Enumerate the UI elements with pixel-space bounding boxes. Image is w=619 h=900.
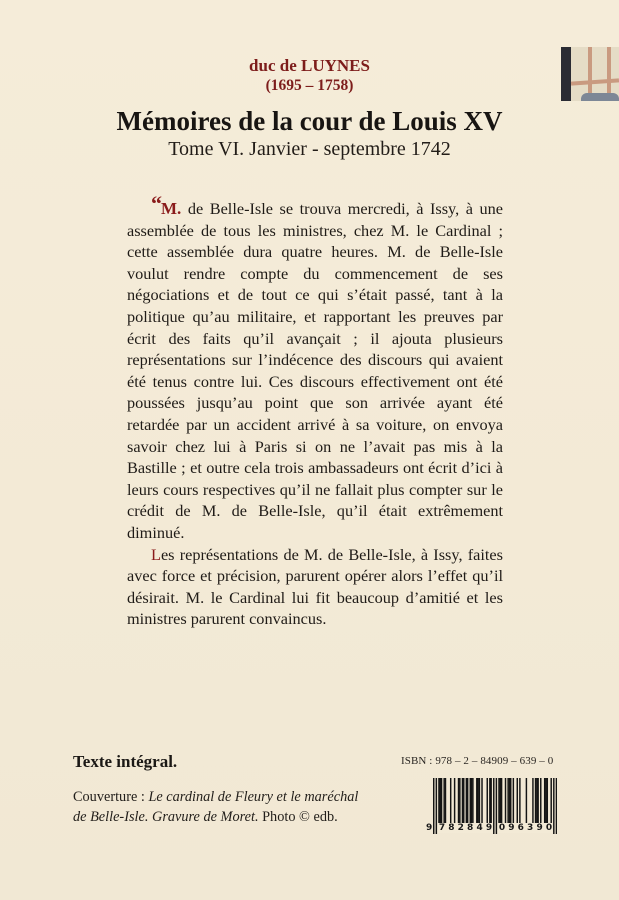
excerpt-paragraph-text: de Belle-Isle se trouva mercredi, à Issy, à une assemblée de tous les ministres, chez M. le Cardinal ; cette assemblée dura quatre heures. M. de Belle-Isle voulut rendre compte du commencement de ses négociations et de tout ce qui s’était passé, tant à la politique qu’au militaire, et rapportant les preuves par écrit des faits qu’il avançait ; il ajouta plusieurs représentations sur l’indécence des discours qui avaient été tenus contre lui. Ces discours effectivement ont été poussées jusqu’au point que son arrivée ayant été retardée par un accident arrivé à sa voiture, on envoya savoir chez lui à Paris si on ne l’avait pas mis à la Bastille ; et outre cela trois ambassadeurs ont écrit d’ici à leurs cours respectives qu’il ne fallait plus compter sur le crédit de M. de Belle-Isle, qu’il était extrêmement diminué. <box>127 199 503 542</box>
barcode-bar <box>532 778 533 824</box>
cover-credit <box>73 787 373 827</box>
barcode-bar <box>535 778 536 824</box>
barcode-bar <box>550 778 551 824</box>
barcode-bar <box>436 778 437 834</box>
book-title: Mémoires de la cour de Louis XV <box>116 106 503 136</box>
barcode-bar <box>472 778 473 824</box>
barcode-bar <box>490 778 491 824</box>
barcode-bar <box>481 778 482 824</box>
isbn-number: ISBN : 978 – 2 – 84909 – 639 – 0 <box>401 755 554 767</box>
barcode-bar <box>462 778 463 824</box>
barcode-bar <box>517 778 518 824</box>
barcode-bar <box>463 778 464 824</box>
barcode-bar <box>440 778 441 824</box>
open-quote-icon: “ <box>151 191 161 216</box>
barcode-bar <box>507 778 508 824</box>
barcode-bar <box>438 778 439 824</box>
barcode-bar <box>454 778 455 824</box>
barcode-bar <box>443 778 444 824</box>
barcode-bar <box>509 778 510 824</box>
barcode-bar <box>519 778 520 824</box>
excerpt-first-word: M. <box>161 199 182 218</box>
barcode-bar <box>556 778 557 834</box>
barcode-bar <box>479 778 480 824</box>
excerpt-paragraph <box>127 544 503 630</box>
barcode-bar <box>489 778 490 824</box>
barcode-bar <box>540 778 541 824</box>
barcode-bar <box>500 778 501 824</box>
barcode-bar <box>433 778 434 834</box>
barcode-bar <box>471 778 472 824</box>
full-text-label: Texte intégral. <box>73 752 178 771</box>
barcode-bar <box>498 778 499 824</box>
barcode-bar <box>445 778 446 824</box>
barcode-bar <box>501 778 502 824</box>
credit-photo: Photo © edb. <box>258 809 338 825</box>
excerpt-paragraph-text: es représentations de M. de Belle-Isle, à Issy, faites avec force et précision, parurent opérer alors l’effet qu’il désirait. M. le Cardinal lui fit beaucoup d’amitié et les ministres parurent convaincus. <box>127 544 503 629</box>
credit-artwork-title: Le cardinal de Fleury et le maréchal de Belle-Isle. Gravure de Moret. <box>73 789 359 825</box>
barcode-bar <box>513 778 514 824</box>
barcode-bar <box>458 778 459 824</box>
barcode-bar <box>536 778 537 824</box>
barcode-lead-digit: 9 <box>426 823 433 833</box>
barcode-bar <box>467 778 468 824</box>
book-subtitle: Tome VI. Janvier - septembre 1742 <box>168 138 451 160</box>
barcode-bar <box>545 778 546 824</box>
excerpt-paragraph <box>127 191 503 544</box>
barcode-bar <box>510 778 511 824</box>
author-name: duc de LUYNES <box>249 56 370 75</box>
barcode-bar <box>476 778 477 824</box>
credit-prefix: Couverture : <box>73 789 149 805</box>
barcode-bar <box>537 778 538 824</box>
barcode-bar <box>493 778 494 834</box>
barcode-bar <box>477 778 478 824</box>
barcode-bar <box>496 778 497 834</box>
author-dates: (1695 – 1758) <box>265 77 354 94</box>
barcode-bar <box>547 778 548 824</box>
excerpt-initial: L <box>151 544 161 564</box>
excerpt <box>127 191 503 630</box>
barcode-bar <box>466 778 467 824</box>
barcode-bar <box>459 778 460 824</box>
barcode-bar <box>470 778 471 824</box>
barcode-bar <box>553 778 554 834</box>
barcode-bar <box>441 778 442 824</box>
barcode-bar <box>505 778 506 824</box>
barcode-left-digits: 7 8 2 8 4 9 <box>438 823 493 833</box>
barcode-bar <box>450 778 451 824</box>
barcode-bar <box>487 778 488 824</box>
barcode-bar <box>526 778 527 824</box>
barcode-right-digits: 0 9 6 3 9 0 <box>498 823 553 833</box>
barcode-bar <box>544 778 545 824</box>
